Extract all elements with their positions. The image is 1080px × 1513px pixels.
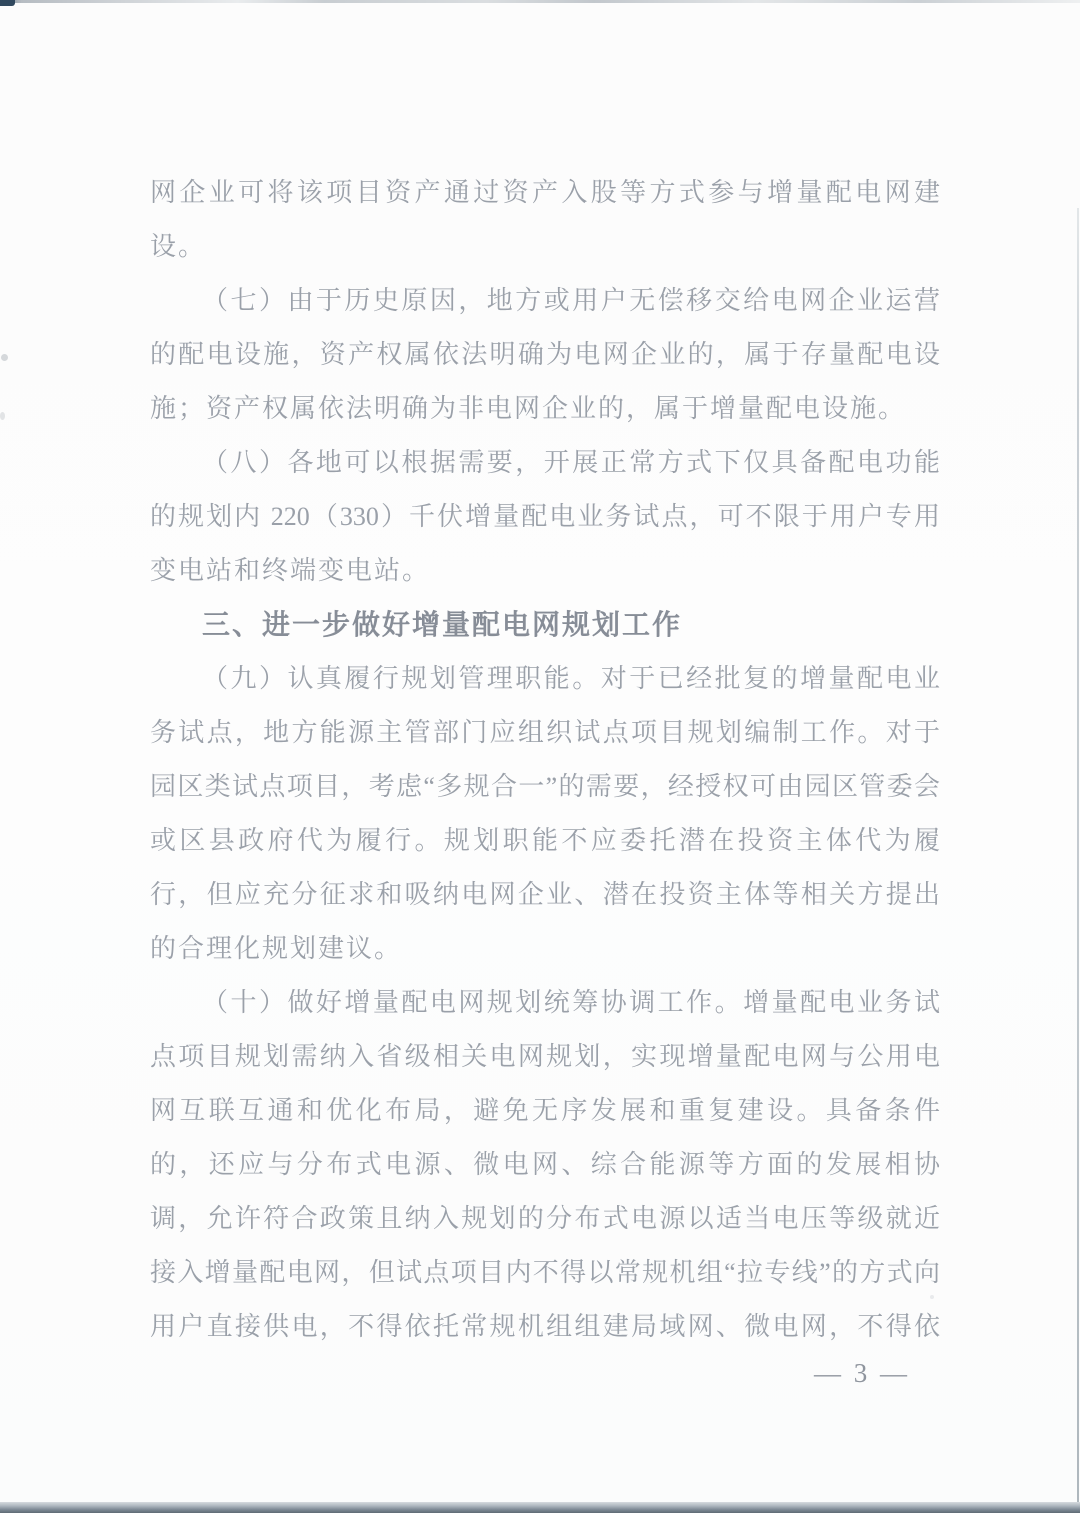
scan-edge-top — [0, 0, 1080, 3]
document-line: 务试点，地方能源主管部门应组织试点项目规划编制工作。对于 — [150, 718, 940, 747]
document-line: 调，允许符合政策且纳入规划的分布式电源以适当电压等级就近 — [150, 1204, 940, 1233]
document-line: （八）各地可以根据需要，开展正常方式下仅具备配电功能 — [202, 448, 940, 477]
scan-corner-mark — [0, 0, 15, 6]
document-line: 或区县政府代为履行。规划职能不应委托潜在投资主体代为履 — [150, 826, 940, 855]
scan-edge-bottom — [0, 1502, 1080, 1513]
document-line: 的规划内 220（330）千伏增量配电业务试点，可不限于用户专用 — [150, 502, 940, 531]
document-line: 设。 — [150, 232, 207, 261]
document-body — [150, 166, 940, 1354]
document-line: 接入增量配电网，但试点项目内不得以常规机组“拉专线”的方式向 — [150, 1258, 940, 1287]
document-line: 用户直接供电，不得依托常规机组组建局域网、微电网，不得依 — [150, 1312, 940, 1341]
document-line: 的，还应与分布式电源、微电网、综合能源等方面的发展相协 — [150, 1150, 940, 1179]
document-line: 的配电设施，资产权属依法明确为电网企业的，属于存量配电设 — [150, 340, 940, 369]
document-line: 施；资产权属依法明确为非电网企业的，属于增量配电设施。 — [150, 394, 907, 423]
document-line: 的合理化规划建议。 — [150, 934, 403, 963]
section-heading: 三、进一步做好增量配电网规划工作 — [202, 609, 683, 640]
scan-edge-right — [1077, 208, 1079, 1503]
document-line: 网互联互通和优化布局，避免无序发展和重复建设。具备条件 — [150, 1096, 940, 1125]
scan-speck — [1, 354, 8, 361]
document-line: 行，但应充分征求和吸纳电网企业、潜在投资主体等相关方提出 — [150, 880, 940, 909]
document-line: （九）认真履行规划管理职能。对于已经批复的增量配电业 — [202, 664, 940, 693]
document-line: （七）由于历史原因，地方或用户无偿移交给电网企业运营 — [202, 286, 940, 315]
scan-speck — [930, 1295, 934, 1299]
document-line: （十）做好增量配电网规划统筹协调工作。增量配电业务试 — [202, 988, 940, 1017]
page-number: — 3 — — [814, 1358, 910, 1388]
document-line: 点项目规划需纳入省级相关电网规划，实现增量配电网与公用电 — [150, 1042, 940, 1071]
document-line: 网企业可将该项目资产通过资产入股等方式参与增量配电网建 — [150, 178, 940, 207]
scan-speck — [0, 412, 5, 420]
document-line: 园区类试点项目，考虑“多规合一”的需要，经授权可由园区管委会 — [150, 772, 940, 801]
document-line: 变电站和终端变电站。 — [150, 556, 431, 585]
